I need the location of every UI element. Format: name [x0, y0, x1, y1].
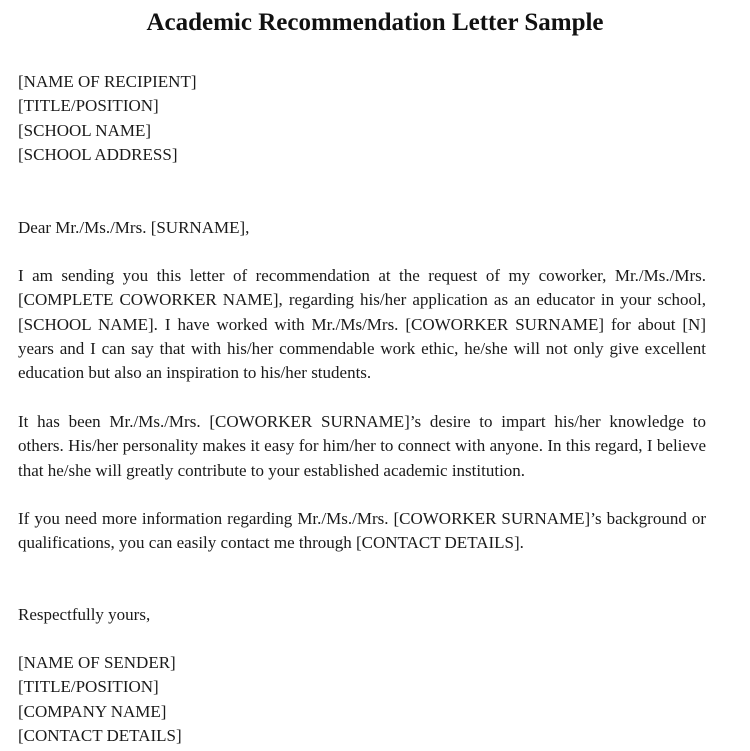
page-title: Academic Recommendation Letter Sample [146, 9, 604, 36]
recipient-title: [TITLE/POSITION] [18, 96, 159, 116]
sender-company: [COMPANY NAME] [18, 701, 167, 721]
recipient-name: [NAME OF RECIPIENT] [18, 72, 197, 91]
closing: Respectfully yours, [18, 605, 151, 624]
sender-contact: [CONTACT DETAILS] [18, 725, 182, 745]
sender-block [18, 651, 706, 748]
salutation: Dear Mr./Ms./Mrs. [SURNAME], [18, 218, 250, 237]
body-paragraph-2: It has been Mr./Ms./Mrs. [COWORKER SURNAME]’s desire to impart his/her knowledge to others. His/her personality makes it easy for him/her to connect with anyone. In this regard, I believe that he/she will greatly contribute to your established academic institution. [18, 412, 706, 480]
sender-name: [NAME OF SENDER] [18, 653, 176, 672]
body-paragraph-1: I am sending you this letter of recommendation at the request of my coworker, Mr./Ms./Mrs. [COMPLETE COWORKER NAME], regarding his/her application as an educator in your school, [SCHOOL NAME]. I have worked with Mr./Ms/Mrs. [COWORKER SURNAME] for about [N] years and I can say that with his/her commendable work ethic, he/she will not only give excellent education but also an inspiration to his/her students. [18, 266, 706, 383]
recipient-block [18, 70, 706, 167]
body-paragraph-3: If you need more information regarding Mr./Ms./Mrs. [COWORKER SURNAME]’s background or qualifications, you can easily contact me through [CONTACT DETAILS]. [18, 509, 706, 553]
recipient-address: [SCHOOL ADDRESS] [18, 144, 178, 164]
recipient-school: [SCHOOL NAME] [18, 120, 152, 140]
sender-title: [TITLE/POSITION] [18, 677, 159, 697]
